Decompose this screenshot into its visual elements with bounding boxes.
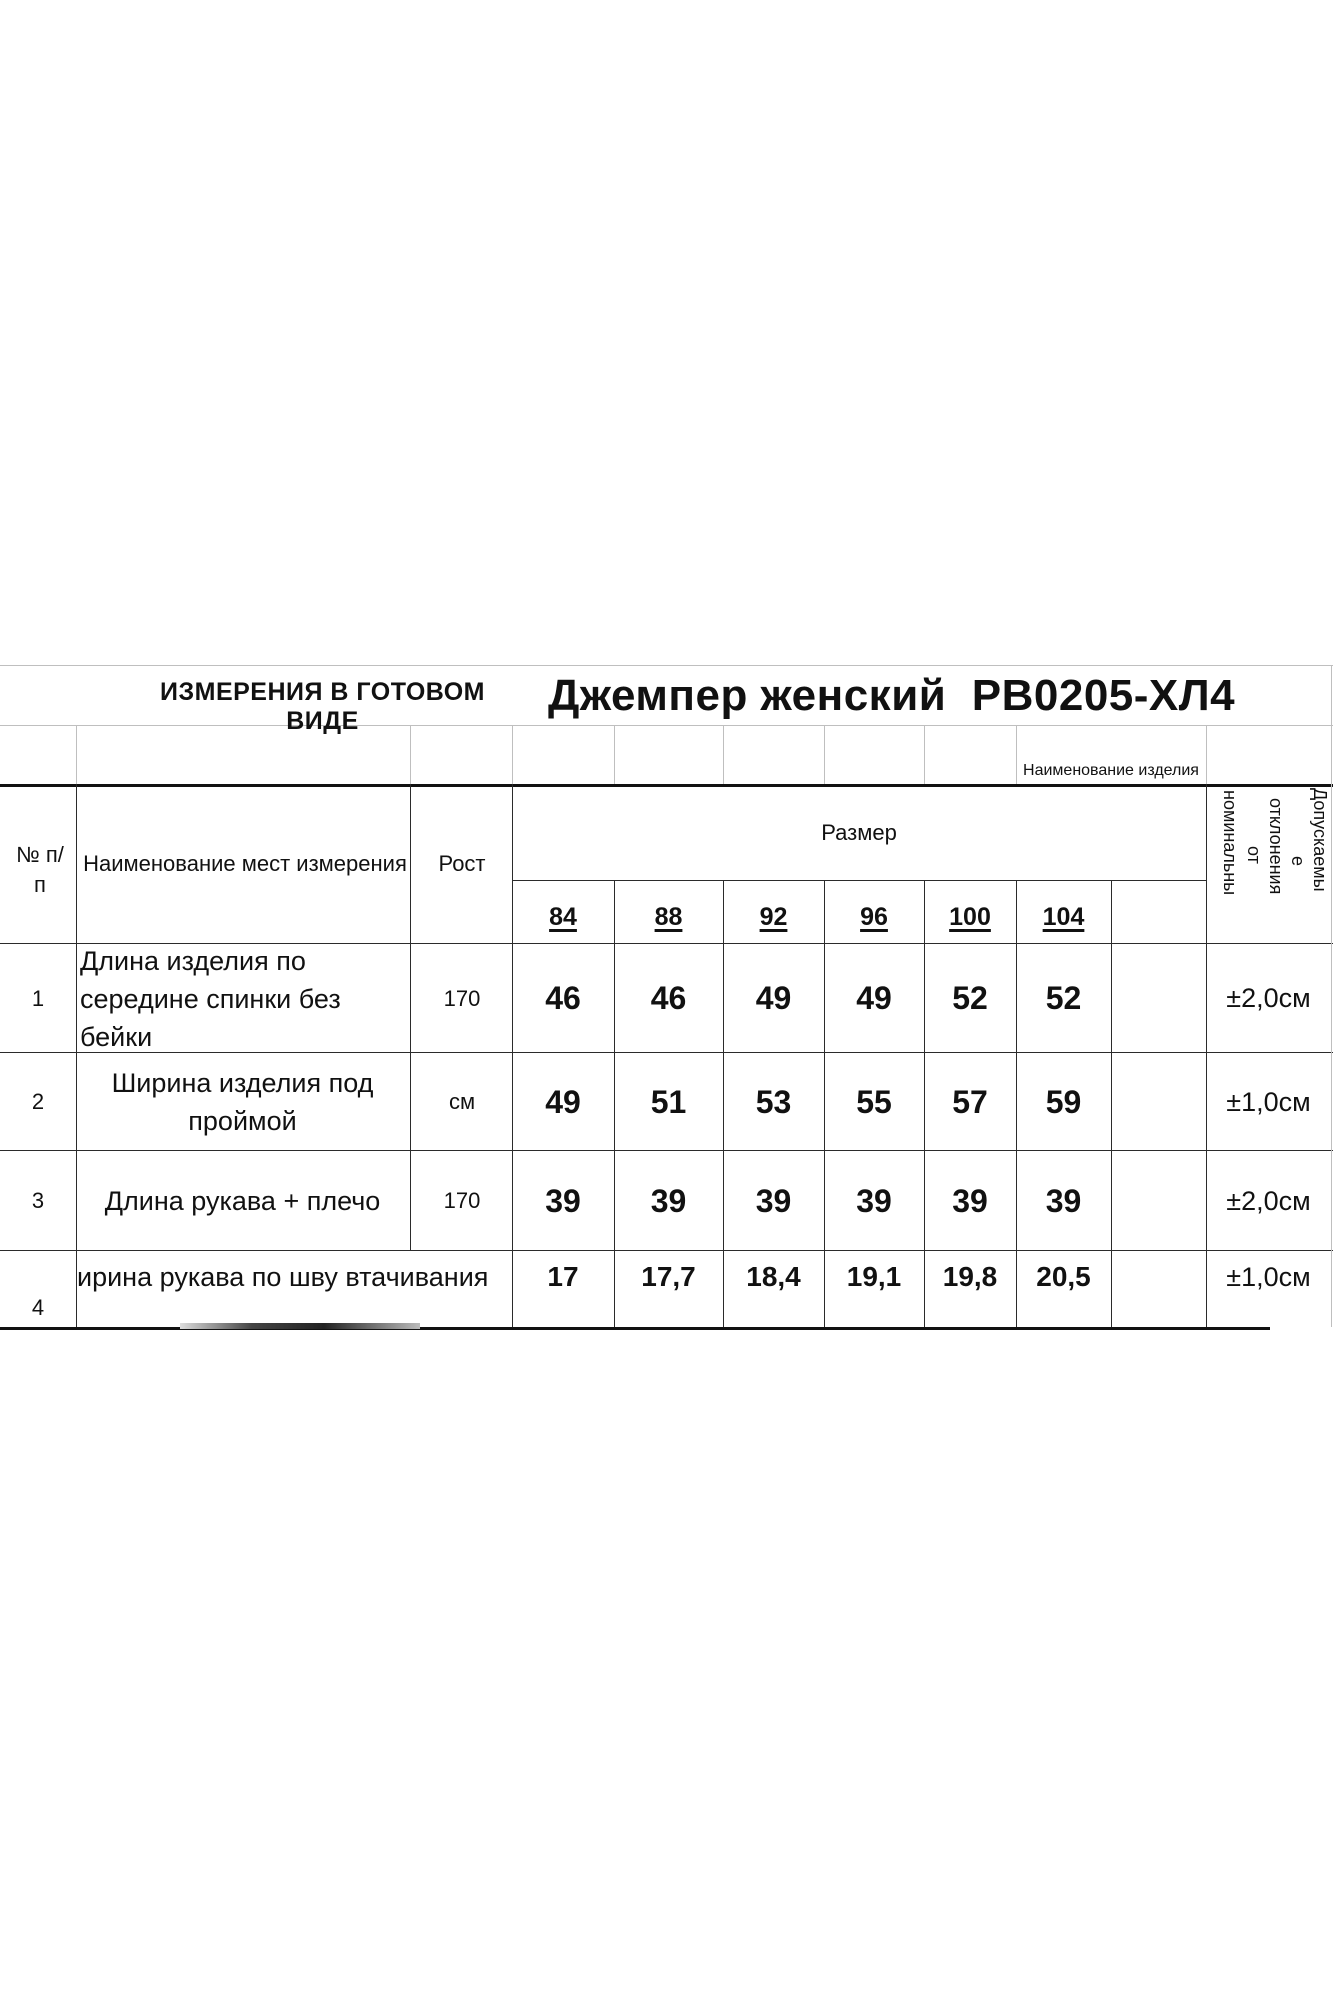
row-1-value-92: 49 xyxy=(755,980,792,1016)
row-1-number: 1 xyxy=(31,985,45,1011)
row-3-value-92: 39 xyxy=(755,1182,792,1219)
tolerance-text-2: е xyxy=(1288,856,1308,867)
row-3-name: Длина рукава + плечо xyxy=(104,1186,381,1216)
row-3-value-104: 39 xyxy=(1045,1182,1082,1219)
size-88: 88 xyxy=(654,902,683,931)
row-1-value-88: 46 xyxy=(650,980,687,1016)
row-1-height: 170 xyxy=(443,985,481,1011)
row-2-height: см xyxy=(448,1089,476,1114)
row-2-value-96: 55 xyxy=(856,1083,892,1120)
row-2-value-100: 57 xyxy=(952,1083,988,1120)
tolerance-text-1: Допускаемы xyxy=(1310,788,1330,892)
row-4-name: ирина рукава по шву втачивания xyxy=(77,1262,489,1292)
column-number-header: № п/п xyxy=(16,842,64,897)
sheet-subtitle: ИЗМЕРЕНИЯ В ГОТОВОМ ВИДЕ xyxy=(159,678,485,735)
row-2-number: 2 xyxy=(31,1089,45,1114)
row-1-value-96: 49 xyxy=(856,980,892,1016)
row-1-value-84: 46 xyxy=(545,980,581,1016)
row-2-value-88: 51 xyxy=(650,1083,687,1120)
row-4-number: 4 xyxy=(31,1295,45,1320)
column-size-header: Размер xyxy=(821,819,897,845)
row-3-tolerance: ±2,0см xyxy=(1226,1185,1311,1216)
row-1-tolerance: ±2,0см xyxy=(1226,983,1311,1013)
cropped-row-remnant xyxy=(180,1323,420,1329)
column-place-header: Наименование мест измерения xyxy=(83,851,407,876)
row-4-value-96: 19,1 xyxy=(846,1261,902,1292)
row-4-value-104: 20,5 xyxy=(1036,1261,1091,1292)
item-name-label: Наименование изделия xyxy=(1023,762,1199,779)
row-3-value-88: 39 xyxy=(650,1182,687,1219)
row-4-value-88: 17,7 xyxy=(641,1261,696,1292)
row-3-number: 3 xyxy=(31,1188,45,1213)
tolerance-text-4: от xyxy=(1244,846,1264,864)
size-96: 96 xyxy=(860,902,888,931)
row-3-value-96: 39 xyxy=(856,1182,892,1219)
row-4-value-100: 19,8 xyxy=(942,1261,998,1292)
row-3-height: 170 xyxy=(443,1188,481,1213)
column-height-header: Рост xyxy=(438,851,486,876)
row-1-name: Длина изделия по середине спинки без бейки xyxy=(80,945,341,1052)
row-2-value-104: 59 xyxy=(1045,1083,1082,1120)
row-4-value-84: 17 xyxy=(547,1261,579,1292)
row-4-tolerance: ±1,0см xyxy=(1226,1261,1311,1292)
tolerance-text-3: отклонения xyxy=(1266,798,1286,895)
row-3-value-84: 39 xyxy=(545,1182,581,1219)
row-1-value-104: 52 xyxy=(1045,980,1082,1016)
tolerance-text-5: номинальны xyxy=(1220,790,1240,896)
measurement-sheet xyxy=(0,665,1333,1330)
row-4-value-92: 18,4 xyxy=(746,1261,801,1292)
row-2-tolerance: ±1,0см xyxy=(1226,1086,1311,1117)
row-2-value-92: 53 xyxy=(755,1083,792,1120)
size-104: 104 xyxy=(1042,902,1085,931)
sheet-title: Джемпер женский РВ0205-ХЛ4 xyxy=(548,671,1236,720)
size-84: 84 xyxy=(549,902,577,931)
row-1-value-100: 52 xyxy=(952,980,988,1016)
size-100: 100 xyxy=(949,902,991,931)
size-92: 92 xyxy=(759,902,788,931)
row-3-value-100: 39 xyxy=(952,1182,988,1219)
row-2-name: Ширина изделия под проймой xyxy=(111,1068,374,1136)
row-2-value-84: 49 xyxy=(545,1083,581,1120)
column-tolerance-header xyxy=(1207,786,1332,942)
